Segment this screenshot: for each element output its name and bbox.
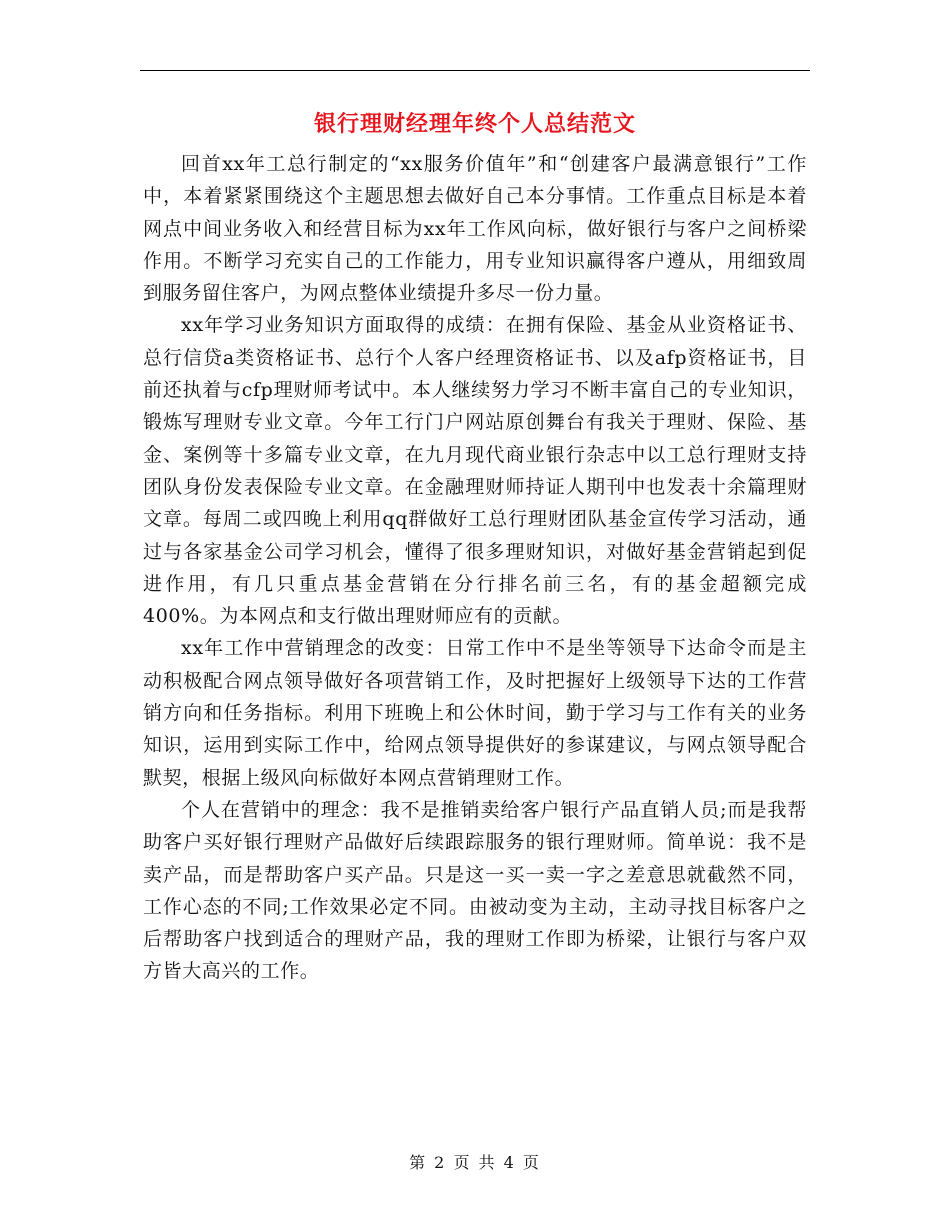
- document-title: 银行理财经理年终个人总结范文: [313, 111, 636, 137]
- paragraph-marketing-philosophy: 个人在营销中的理念：我不是推销卖给客户银行产品直销人员;而是我帮助客户买好银行理财产品做好后续跟踪服务的银行理财师。简单说：我不是卖产品，而是帮助客户买产品。只是这一买一卖一字之差意思就截然不同，工作心态的不同;工作效果必定不同。由被动变为主动，主动寻找目标客户之后帮助客户找到适合的理财产品，我的理财工作即为桥梁，让银行与客户双方皆大高兴的工作。: [143, 798, 807, 983]
- paragraph-study-achievements: xx年学习业务知识方面取得的成绩：在拥有保险、基金从业资格证书、总行信贷a类资格证书、总行个人客户经理资格证书、以及afp资格证书，目前还执着与cfp理财师考试中。本人继续努力学习不断丰富自己的专业知识，锻炼写理财专业文章。今年工行门户网站原创舞台有我关于理财、保险、基金、案例等十多篇专业文章，在九月现代商业银行杂志中以工总行理财支持团队身份发表保险专业文章。在金融理财师持证人期刊中也发表十余篇理财文章。每周二或四晚上利用qq群做好工总行理财团队基金宣传学习活动，通过与各家基金公司学习机会，懂得了很多理财知识，对做好基金营销起到促进作用，有几只重点基金营销在分行排名前三名，有的基金超额完成400%。为本网点和支行做出理财师应有的贡献。: [143, 314, 807, 628]
- page-number-footer: 第 2 页 共 4 页: [409, 1153, 541, 1172]
- paragraph-review: 回首xx年工总行制定的“xx服务价值年”和“创建客户最满意银行”工作中，本着紧紧围绕这个主题思想去做好自己本分事情。工作重点目标是本着网点中间业务收入和经营目标为xx年工作风向标，做好银行与客户之间桥梁作用。不断学习充实自己的工作能力，用专业知识赢得客户遵从，用细致周到服务留住客户，为网点整体业绩提升多尽一份力量。: [143, 153, 807, 305]
- header-rule: [140, 70, 810, 71]
- paragraph-marketing-change: xx年工作中营销理念的改变：日常工作中不是坐等领导下达命令而是主动积极配合网点领导做好各项营销工作，及时把握好上级领导下达的工作营销方向和任务指标。利用下班晚上和公休时间，勤于学习与工作有关的业务知识，运用到实际工作中，给网点领导提供好的参谋建议，与网点领导配合默契，根据上级风向标做好本网点营销理财工作。: [143, 637, 807, 789]
- document-body: [143, 148, 807, 988]
